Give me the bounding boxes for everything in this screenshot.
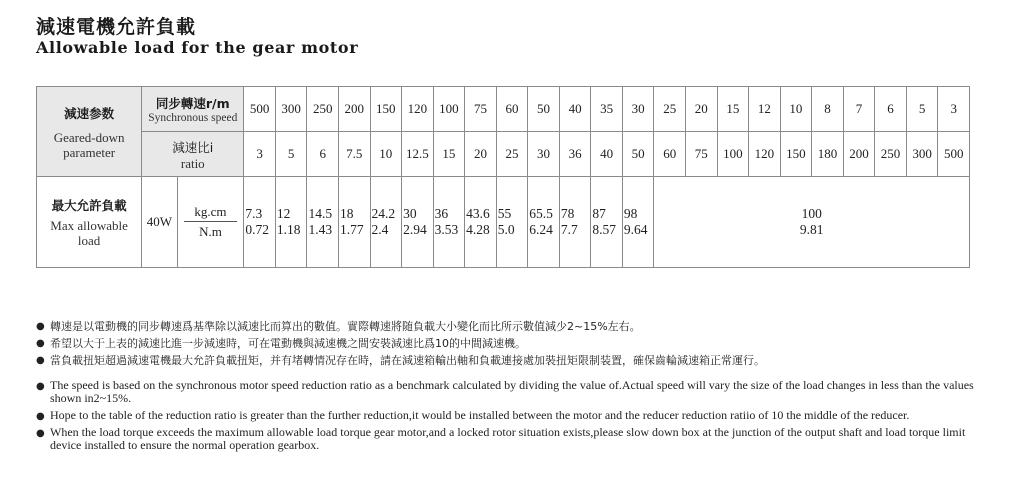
ratio-label-en: ratio [180, 155, 205, 171]
note-en-text: Hope to the table of the reduction ratio is greater than the further reduction,it would be installed between the motor and the reducer reduction ratiio of 10 the middle of the reducer. [50, 408, 910, 422]
ratio-value-cell: 75 [686, 132, 718, 177]
ratio-value-cell: 40 [591, 132, 623, 177]
speed-value-cell: 8 [812, 87, 844, 132]
ratio-label-cn: 減速比i [172, 139, 214, 155]
ratio-value-cell: 20 [465, 132, 497, 177]
load-nm-value: 4.28 [466, 222, 490, 237]
load-value-cell [591, 177, 623, 268]
allowable-load-table [36, 86, 970, 268]
load-value-cell [559, 177, 591, 268]
speed-value-cell: 30 [622, 87, 654, 132]
load-merged-nm: 9.81 [799, 222, 824, 237]
load-header-cell [37, 177, 142, 268]
speed-value-cell: 7 [843, 87, 875, 132]
ratio-value-cell: 300 [906, 132, 938, 177]
load-kgcm-value: 98 [623, 206, 638, 221]
load-nm-value: 9.64 [623, 222, 648, 237]
load-merged-cell [654, 177, 970, 268]
note-cn-2 [36, 335, 996, 352]
ratio-value-cell: 60 [654, 132, 686, 177]
load-kgcm-value: 36 [434, 206, 449, 221]
load-nm-value: 1.77 [339, 222, 364, 237]
ratio-row [37, 132, 970, 177]
load-kgcm-value: 12 [276, 206, 291, 221]
note-cn-text: 希望以大于上表的減速比進一步減速時，可在電動機與減速機之間安裝減速比爲10的中間減速機。 [50, 337, 526, 350]
ratio-value-cell: 15 [433, 132, 465, 177]
ratio-value-cell: 12.5 [402, 132, 434, 177]
ratio-value-cell: 250 [875, 132, 907, 177]
note-en-1 [36, 379, 996, 405]
ratio-value-cell: 150 [780, 132, 812, 177]
bullet-dot-icon: ● [36, 355, 45, 366]
load-label-en: Max allowable load [50, 218, 128, 248]
speed-row [37, 87, 970, 132]
load-value-cell [275, 177, 307, 268]
speed-value-cell: 6 [875, 87, 907, 132]
ratio-value-cell: 100 [717, 132, 749, 177]
load-value-cell [622, 177, 654, 268]
bullet-dot-icon: ● [36, 381, 45, 392]
speed-value-cell: 15 [717, 87, 749, 132]
unit-kgcm: kg.cm [184, 204, 236, 222]
param-label-en: Geared-down parameter [53, 129, 125, 160]
ratio-value-cell: 50 [622, 132, 654, 177]
bullet-dot-icon: ● [36, 411, 45, 422]
load-kgcm-value: 14.5 [308, 206, 333, 221]
note-cn-text: 轉速是以電動機的同步轉速爲基準除以減速比而算出的數值。實際轉速將随負載大小變化而比所示數值減少2~15%左右。 [50, 320, 641, 333]
bullet-dot-icon: ● [36, 338, 45, 349]
speed-value-cell: 12 [749, 87, 781, 132]
load-nm-value: 8.57 [592, 222, 616, 237]
speed-value-cell: 50 [528, 87, 560, 132]
load-nm-value: 5.0 [497, 222, 515, 237]
motor-power-cell: 40W [142, 177, 177, 268]
unit-nm: N.m [199, 224, 222, 239]
load-kgcm-value: 24.2 [371, 206, 396, 221]
speed-value-cell: 250 [307, 87, 339, 132]
speed-value-cell: 75 [465, 87, 497, 132]
bullet-dot-icon: ● [36, 428, 45, 439]
speed-value-cell: 40 [559, 87, 591, 132]
page-title-cn: 減速電機允許負載 [36, 16, 197, 38]
speed-value-cell: 20 [686, 87, 718, 132]
load-kgcm-value: 30 [403, 206, 417, 221]
speed-value-cell: 35 [591, 87, 623, 132]
speed-value-cell: 25 [654, 87, 686, 132]
load-nm-value: 3.53 [434, 222, 459, 237]
load-kgcm-value: 65.5 [529, 206, 553, 221]
param-label-cn: 減速参数 [64, 105, 115, 121]
load-value-cell [402, 177, 434, 268]
load-merged-kgcm: 100 [801, 206, 822, 221]
ratio-value-cell: 36 [559, 132, 591, 177]
note-cn-3 [36, 352, 996, 369]
load-value-cell [370, 177, 402, 268]
load-kgcm-value: 55 [497, 206, 512, 221]
speed-header-cell [142, 87, 244, 132]
load-label-cn: 最大允許負載 [51, 198, 127, 213]
speed-value-cell: 300 [275, 87, 307, 132]
speed-value-cell: 150 [370, 87, 402, 132]
ratio-value-cell: 7.5 [338, 132, 370, 177]
param-header-cell [37, 87, 142, 177]
speed-value-cell: 5 [906, 87, 938, 132]
speed-value-cell: 500 [244, 87, 276, 132]
load-nm-value: 7.7 [560, 222, 578, 237]
load-kgcm-value: 43.6 [466, 206, 490, 221]
ratio-value-cell: 180 [812, 132, 844, 177]
ratio-value-cell: 200 [843, 132, 875, 177]
ratio-value-cell: 30 [528, 132, 560, 177]
load-nm-value: 2.94 [403, 222, 427, 237]
speed-label-cn: 同步轉速r/m [155, 96, 230, 111]
load-value-cell [528, 177, 560, 268]
load-value-cell [433, 177, 465, 268]
load-kgcm-value: 7.3 [245, 206, 263, 221]
load-value-cell [244, 177, 276, 268]
speed-value-cell: 3 [938, 87, 970, 132]
speed-label-en: Synchronous speed [148, 112, 238, 124]
ratio-header-cell [142, 132, 244, 177]
load-value-cell [496, 177, 528, 268]
ratio-value-cell: 120 [749, 132, 781, 177]
load-nm-value: 6.24 [529, 222, 553, 237]
ratio-value-cell: 6 [307, 132, 339, 177]
load-nm-value: 1.43 [308, 222, 333, 237]
load-value-cell [338, 177, 370, 268]
unit-cell [177, 177, 244, 268]
bullet-dot-icon: ● [36, 321, 45, 332]
ratio-value-cell: 25 [496, 132, 528, 177]
page-title-en: Allowable load for the gear motor [36, 38, 359, 57]
ratio-value-cell: 5 [275, 132, 307, 177]
ratio-value-cell: 3 [244, 132, 276, 177]
note-en-2 [36, 409, 996, 422]
notes-section [36, 318, 996, 452]
speed-value-cell: 60 [496, 87, 528, 132]
note-cn-text: 當負載扭矩超過減速電機最大允許負載扭矩，并有堵轉情况存在時，請在減速箱輸出軸和負載連接處加裝扭矩限制装置，確保齒輪減速箱正常運行。 [50, 354, 765, 367]
load-kgcm-value: 87 [592, 206, 606, 221]
load-kgcm-value: 18 [339, 206, 354, 221]
speed-value-cell: 100 [433, 87, 465, 132]
note-en-text: When the load torque exceeds the maximum allowable load torque gear motor,and a locked rotor situation exists,please slow down box at the junction of the output shaft and load torque limit device installed to ensure the normal operation gearbox. [50, 425, 966, 452]
load-nm-value: 0.72 [245, 222, 269, 237]
load-nm-value: 1.18 [276, 222, 301, 237]
load-value-cell [465, 177, 497, 268]
load-kgcm-value: 78 [560, 206, 575, 221]
speed-value-cell: 10 [780, 87, 812, 132]
speed-value-cell: 200 [338, 87, 370, 132]
speed-value-cell: 120 [402, 87, 434, 132]
ratio-value-cell: 500 [938, 132, 970, 177]
load-value-cell [307, 177, 339, 268]
note-en-text: The speed is based on the synchronous motor speed reduction ratio as a benchmark calculated by dividing the value of.Actual speed will vary the size of the load changes in less than the values shown in2~15%. [50, 378, 974, 405]
note-en-3 [36, 426, 996, 452]
load-nm-value: 2.4 [371, 222, 389, 237]
ratio-value-cell: 10 [370, 132, 402, 177]
load-row [37, 177, 970, 268]
note-cn-1 [36, 318, 996, 335]
